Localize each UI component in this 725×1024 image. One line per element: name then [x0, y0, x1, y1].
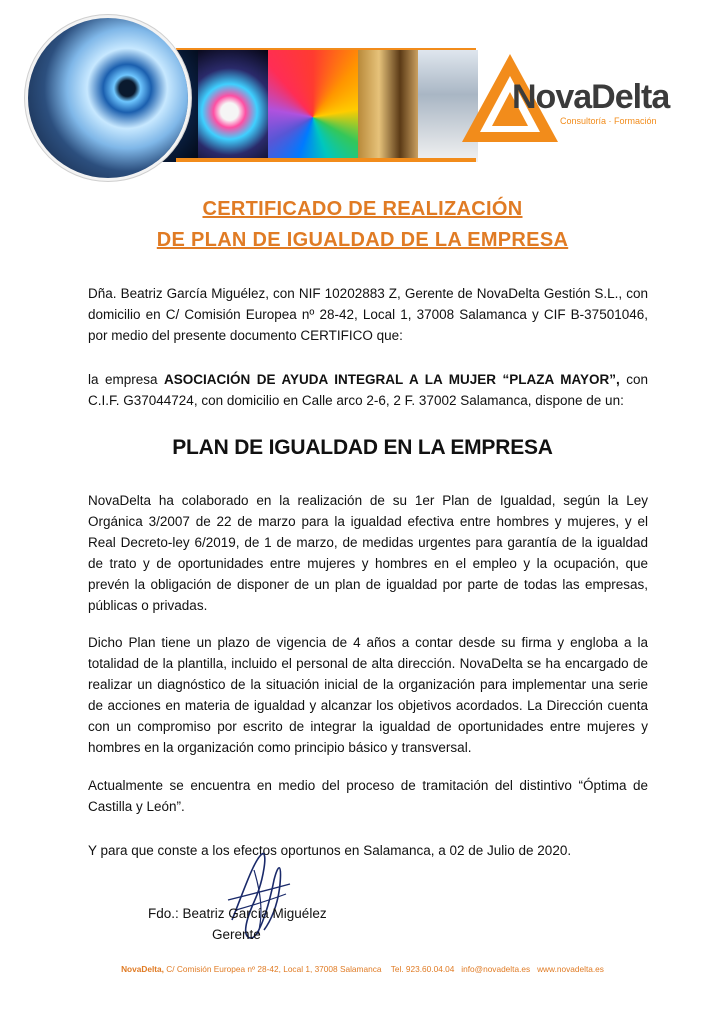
paragraph-validity: Dicho Plan tiene un plazo de vigencia de 4 años a contar desde su firma y engloba a la totalidad de la plantilla, incluido el personal de alta dirección. NovaDelta se ha encargado de realizar un diagnóstico de la situación inicial de la organización para implementar una serie de acciones en materia de igualdad y alcanzar los objetivos acordados. La Dirección cuenta con un compromiso por escrito de integrar la igualdad de oportunidades entre mujeres y hombres en la organización como principio básico y transversal.: [88, 635, 648, 755]
company-name: ASOCIACIÓN DE AYUDA INTEGRAL A LA MUJER “PLAZA MAYOR”,: [164, 372, 620, 387]
signatory-role: Gerente: [212, 927, 261, 942]
banner-photo-lab: [358, 50, 418, 162]
paragraph-company: [88, 369, 648, 411]
company-prefix: la empresa: [88, 372, 165, 387]
banner-bottom-rule: [176, 158, 476, 162]
footer-website[interactable]: www.novadelta.es: [537, 964, 604, 974]
paragraph-collaboration: NovaDelta ha colaborado en la realización de su 1er Plan de Igualdad, según la Ley Orgánica 3/2007 de 22 de marzo para la igualdad efectiva entre hombres y mujeres, y el Real Decreto-ley 6/2019, de 1 de marzo, de medidas urgentes para garantía de la igualdad de trato y de oportunidades entre mujeres y hombres en el empleo y la ocupación, que prevén la obligación de disponer de un plan de igualdad por parte de todas las empresas, públicas o privadas.: [88, 493, 648, 613]
paragraph-certifier: Dña. Beatriz García Miguélez, con NIF 10202883 Z, Gerente de NovaDelta Gestión S.L., con domicilio en C/ Comisión Europea nº 28-42, Local 1, 37008 Salamanca y CIF B-37501046, por medio del presente documento CERTIFICO que:: [88, 286, 648, 343]
footer-address: C/ Comisión Europea nº 28-42, Local 1, 37008 Salamanca: [163, 964, 382, 974]
company-details: con C.I.F. G37044724, con domicilio en Calle arco 2-6, 2 F. 37002 Salamanca, dispone de un:: [88, 372, 648, 408]
document-title-line-1: CERTIFICADO DE REALIZACIÓN: [202, 198, 523, 220]
logo-subtitle: Consultoría · Formación: [560, 116, 657, 126]
footer-brand: NovaDelta,: [121, 964, 164, 974]
banner-eye-image: [28, 18, 188, 178]
footer-email[interactable]: info@novadelta.es: [461, 964, 531, 974]
banner-photo-pencils: [268, 50, 358, 162]
header-banner: [28, 18, 454, 178]
page-footer: [0, 964, 725, 974]
logo-name: NovaDelta: [512, 78, 670, 116]
company-logo: [460, 52, 680, 142]
banner-photo-disc: [198, 50, 268, 162]
paragraph-closing: Y para que conste a los efectos oportunos en Salamanca, a 02 de Julio de 2020.: [88, 843, 572, 858]
plan-heading: PLAN DE IGUALDAD EN LA EMPRESA: [172, 436, 553, 459]
footer-phone: Tel. 923.60.04.04: [390, 964, 455, 974]
signatory-name: Fdo.: Beatriz García Miguélez: [148, 906, 327, 921]
paragraph-distinctive: Actualmente se encuentra en medio del proceso de tramitación del distintivo “Óptima de Castilla y León”.: [88, 778, 648, 814]
document-title-line-2: DE PLAN DE IGUALDAD DE LA EMPRESA: [156, 229, 569, 251]
